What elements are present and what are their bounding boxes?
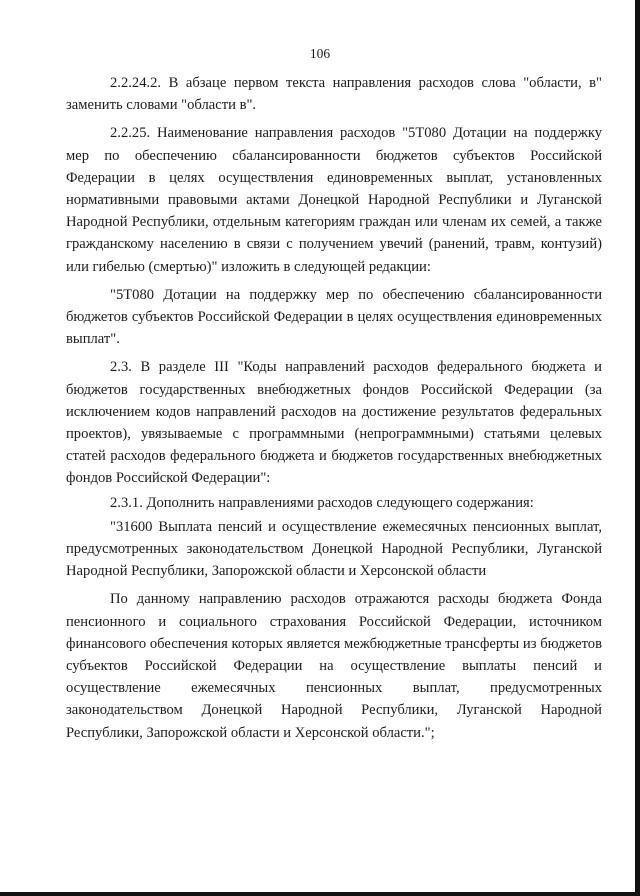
- document-body: [66, 72, 602, 750]
- paragraph-2-2-24-2: 2.2.24.2. В абзаце первом текста направления расходов слова "области, в" заменить словами "области в".: [66, 75, 602, 114]
- paragraph-5t080-new-wording: "5Т080 Дотации на поддержку мер по обеспечению сбалансированности бюджетов субъектов Российской Федерации в целях осуществления единовременных выплат".: [66, 286, 602, 348]
- paragraph-2-3: 2.3. В разделе III "Коды направлений расходов федерального бюджета и бюджетов государственных внебюджетных фондов Российской Федерации (за исключением кодов направлений расходов на достижение результатов федеральных проектов), увязываемые с программными (непрограммными) статьями целевых статей расходов федерального бюджета и бюджетов государственных внебюджетных фондов Российской Федерации":: [66, 359, 602, 487]
- paragraph-2-2-25: 2.2.25. Наименование направления расходов "5Т080 Дотации на поддержку мер по обеспечению сбалансированности бюджетов субъектов Российской Федерации в целях осуществления единовременных выплат, установленных нормативными правовыми актами Донецкой Народной Республики и Луганской Народной Республики, отдельным категориям граждан или членам их семей, а также гражданскому населению в связи с получением увечий (ранений, травм, контузий) или гибелью (смертью)" изложить в следующей редакции:: [66, 125, 602, 275]
- paragraph-31600-description: По данному направлению расходов отражаются расходы бюджета Фонда пенсионного и социального страхования Российской Федерации, источником финансового обеспечения которых является межбюджетные трансферты из бюджетов субъектов Российской Федерации на осуществление выплаты пенсий и осуществление ежемесячных пенсионных выплат, предусмотренных законодательством Донецкой Народной Республики, Луганской Народной Республики, Запорожской области и Херсонской области.";: [66, 591, 602, 741]
- scan-edge-right: [635, 0, 640, 896]
- paragraph-2-3-1: 2.3.1. Дополнить направлениями расходов следующего содержания:: [110, 494, 534, 511]
- paragraph-31600-title: "31600 Выплата пенсий и осуществление ежемесячных пенсионных выплат, предусмотренных законодательством Донецкой Народной Республики, Луганской Народной Республики, Запорожской области и Херсонской области: [66, 518, 602, 580]
- scan-edge-bottom: [0, 892, 640, 896]
- page-number: 106: [309, 46, 331, 61]
